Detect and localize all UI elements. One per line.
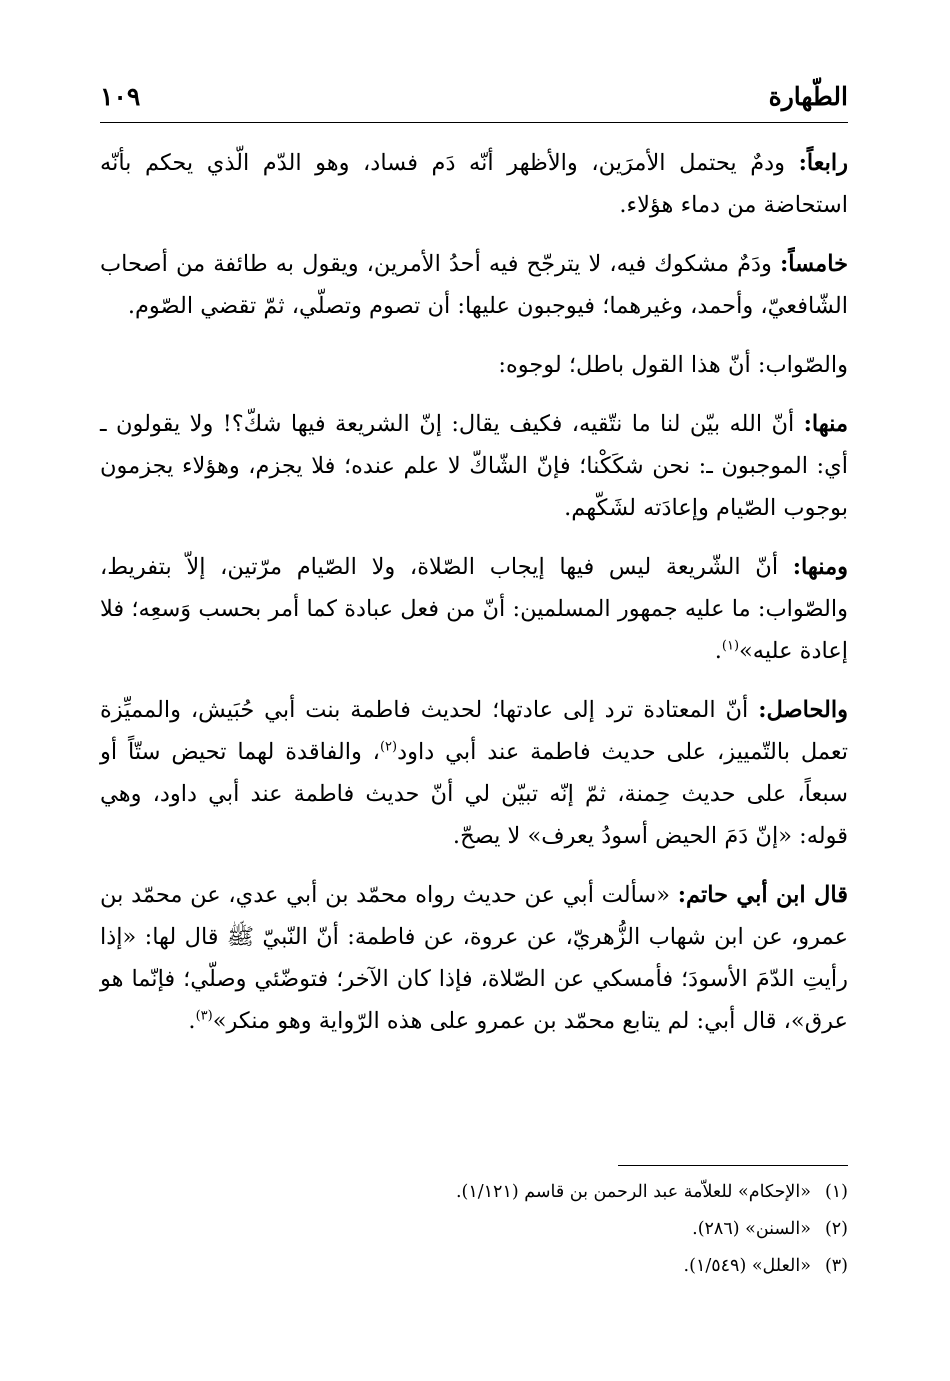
paragraph-tail: ، والفاقدة لهما تحيض ستّاً أو سبعاً، على حديث حِمنة، ثمّ إنّه تبيّن لي أنّ حديث فاطمة عند أبي داود، وهي قوله: «إنّ دَمَ الحيض أسودُ يعرف» لا يصحّ. — [100, 739, 848, 849]
paragraph-lead: رابعاً: — [798, 150, 848, 176]
footnote-number: (١) — [824, 1182, 848, 1202]
paragraph-summary — [100, 689, 848, 857]
paragraph-ibn-abi-hatim — [100, 874, 848, 1042]
paragraph-correct-view — [100, 344, 848, 386]
page-number: ١٠٩ — [100, 82, 141, 111]
footnote-item — [100, 1211, 848, 1248]
footnote-item — [100, 1174, 848, 1211]
page-header — [100, 78, 848, 122]
paragraph-text: ودَمٌ مشكوك فيه، لا يترجّح فيه أحدُ الأمرين، ويقول به طائفة من أصحاب الشّافعيّ، وأحمد، وغيرهما؛ فيوجبون عليها: أن تصوم وتصلّي، ثمّ تقضي الصّوم. — [100, 251, 848, 319]
footnote-text: «العلل» (١/٥٤٩). — [683, 1256, 811, 1276]
paragraph-text: أنّ الشّريعة ليس فيها إيجاب الصّلاة، ولا الصّيام مرّتين، إلاّ بتفريط، والصّواب: ما عليه جمهور المسلمين: أنّ من فعل عبادة كما أمر بحسب وَسعِه؛ فلا إعادة عليه» — [100, 554, 848, 664]
footnote-ref[interactable]: (٣) — [195, 1008, 213, 1024]
paragraph-lead: ومنها: — [792, 554, 848, 580]
footnote-number: (٣) — [824, 1256, 848, 1276]
paragraph-lead: والحاصل: — [758, 697, 848, 723]
paragraph-text: «سألت أبي عن حديث رواه محمّد بن أبي عدي، عن محمّد بن عمرو، عن ابن شهاب الزُّهريّ، عن عروة، عن فاطمة: أنّ النّبيّ ﷺ قال لها: «إذا رأيتِ الدّمَ الأسودَ؛ فأمسكي عن الصّلاة، فإذا كان الآخر؛ فتوضّئي وصلّي؛ فإنّما هو عرق»، قال أبي: لم يتابع محمّد بن عمرو على هذه الرّواية وهو منكر» — [100, 882, 848, 1034]
paragraph-tail: . — [188, 1008, 196, 1034]
paragraph-lead: منها: — [803, 411, 848, 437]
header-divider — [100, 122, 848, 123]
footnote-ref[interactable]: (١) — [721, 638, 740, 654]
paragraph-text: أنّ الله بيّن لنا ما نتّقيه، فكيف يقال: إنّ الشريعة فيها شكّ؟! ولا يقولون ـ أي: الموجبون ـ: نحن شكَكْنا؛ فإنّ الشّاكّ لا علم عنده؛ فلا يجزم، وهؤلاء يجزمون بوجوب الصّيام وإعادَته لشَكّهم. — [100, 411, 848, 521]
paragraph-fourth — [100, 142, 848, 226]
running-title: الطّهارة — [768, 82, 848, 111]
paragraph-text: ودمٌ يحتمل الأمرَين، والأظهر أنّه دَم فساد، وهو الدّم الّذي يحكم بأنّه استحاضة من دماء هؤلاء. — [100, 150, 848, 218]
paragraph-reason-two — [100, 546, 848, 672]
paragraph-lead: قال ابن أبي حاتم: — [677, 882, 848, 908]
main-text — [100, 142, 848, 1059]
paragraph-text: أنّ المعتادة ترد إلى عادتها؛ لحديث فاطمة بنت أبي حُبَيش، والمميِّزة تعمل بالتّمييز، على حديث فاطمة عند أبي داود — [100, 697, 849, 765]
footnote-ref[interactable]: (٢) — [379, 739, 398, 755]
paragraph-lead: خامساً: — [779, 251, 848, 277]
paragraph-tail: . — [714, 638, 722, 664]
paragraph-reason-one — [100, 403, 848, 529]
footnote-number: (٢) — [824, 1219, 848, 1239]
footnote-divider — [618, 1165, 848, 1166]
footnotes — [100, 1174, 848, 1285]
footnote-text: «السنن» (٢٨٦). — [692, 1219, 811, 1239]
paragraph-text: والصّواب: أنّ هذا القول باطل؛ لوجوه: — [498, 352, 848, 378]
footnote-item — [100, 1248, 848, 1285]
footnote-text: «الإحكام» للعلاّمة عبد الرحمن بن قاسم (١/١٢١). — [455, 1182, 811, 1202]
paragraph-fifth — [100, 243, 848, 327]
